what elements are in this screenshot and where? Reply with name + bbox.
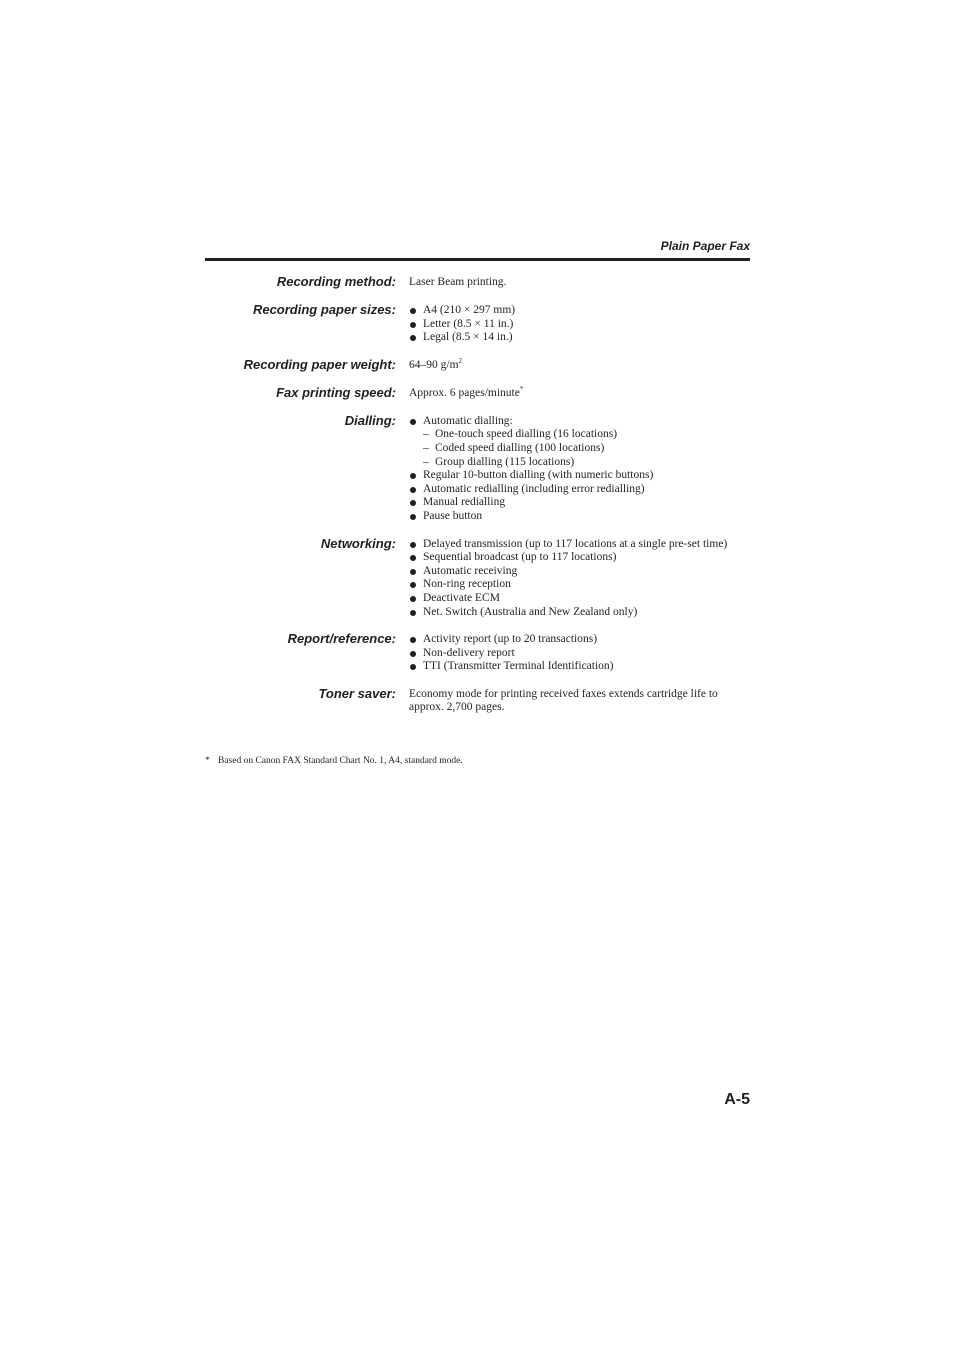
spec-label: Fax printing speed:: [276, 384, 396, 400]
list-item: Automatic receiving: [409, 565, 750, 579]
list-item: Automatic redialling (including error redialling): [409, 483, 750, 497]
footnote-marker: *: [205, 756, 210, 766]
spec-label: Recording method:: [276, 274, 396, 289]
footnote: [205, 756, 463, 766]
spec-text: Laser Beam printing.: [409, 276, 507, 288]
superscript: 2: [458, 356, 463, 365]
spec-value: [409, 686, 750, 715]
spec-label: Toner saver:: [318, 685, 396, 701]
speed-text: Approx. 6 pages/minute: [409, 386, 520, 399]
sub-list-item: – One-touch speed dialling (16 locations): [409, 428, 750, 442]
spec-row-dialling: [205, 413, 750, 524]
list-item: Delayed transmission (up to 117 locations at a single pre-set time): [409, 538, 750, 552]
list-item: Activity report (up to 20 transactions): [409, 633, 750, 647]
spec-row-recording-paper-weight: [205, 357, 750, 373]
list-item: Letter (8.5 × 11 in.): [409, 318, 750, 332]
footnote-text: Based on Canon FAX Standard Chart No. 1, A4, standard mode.: [218, 756, 463, 766]
footnote-marker: *: [519, 384, 524, 393]
spec-label: Dialling:: [344, 412, 396, 428]
spec-value: [409, 274, 750, 290]
list-item: Deactivate ECM: [409, 592, 750, 606]
list-item: Regular 10-button dialling (with numeric buttons): [409, 469, 750, 483]
spec-list: [205, 274, 750, 727]
spec-label: Report/reference:: [287, 631, 396, 647]
spec-value: [409, 631, 750, 674]
spec-row-toner-saver: [205, 686, 750, 715]
spec-label: Recording paper sizes:: [252, 302, 396, 317]
spec-text: Economy mode for printing received faxes extends cartridge life to approx. 2,700 pages.: [409, 687, 718, 714]
spec-value: [409, 536, 750, 620]
spec-value: [409, 413, 750, 524]
spec-value: [409, 302, 750, 345]
spec-row-fax-printing-speed: [205, 385, 750, 401]
spec-row-networking: [205, 536, 750, 620]
list-item: Net. Switch (Australia and New Zealand only): [409, 606, 750, 620]
page-number: A-5: [724, 1091, 750, 1108]
weight-range: 64–90 g/m: [409, 358, 459, 371]
list-item: Automatic dialling:: [409, 415, 750, 429]
sub-list-item: – Group dialling (115 locations): [409, 456, 750, 470]
list-item: TTI (Transmitter Terminal Identification): [409, 660, 750, 674]
spec-value: [409, 385, 750, 401]
list-item: Manual redialling: [409, 496, 750, 510]
list-item: A4 (210 × 297 mm): [409, 304, 750, 318]
sub-list-item: – Coded speed dialling (100 locations): [409, 442, 750, 456]
spec-row-report-reference: [205, 631, 750, 674]
spec-text: [409, 356, 750, 373]
header-title: Plain Paper Fax: [660, 239, 750, 253]
list-item: Legal (8.5 × 14 in.): [409, 331, 750, 345]
spec-label: Recording paper weight:: [243, 356, 396, 372]
list-item: Pause button: [409, 510, 750, 524]
spec-row-recording-paper-sizes: [205, 302, 750, 345]
list-item: Non-ring reception: [409, 578, 750, 592]
spec-label: Networking:: [320, 535, 396, 551]
spec-row-recording-method: [205, 274, 750, 290]
list-item: Non-delivery report: [409, 647, 750, 661]
list-item: Sequential broadcast (up to 117 locations): [409, 551, 750, 565]
header-rule: [205, 258, 750, 261]
spec-text: [409, 384, 750, 401]
spec-value: [409, 357, 750, 373]
